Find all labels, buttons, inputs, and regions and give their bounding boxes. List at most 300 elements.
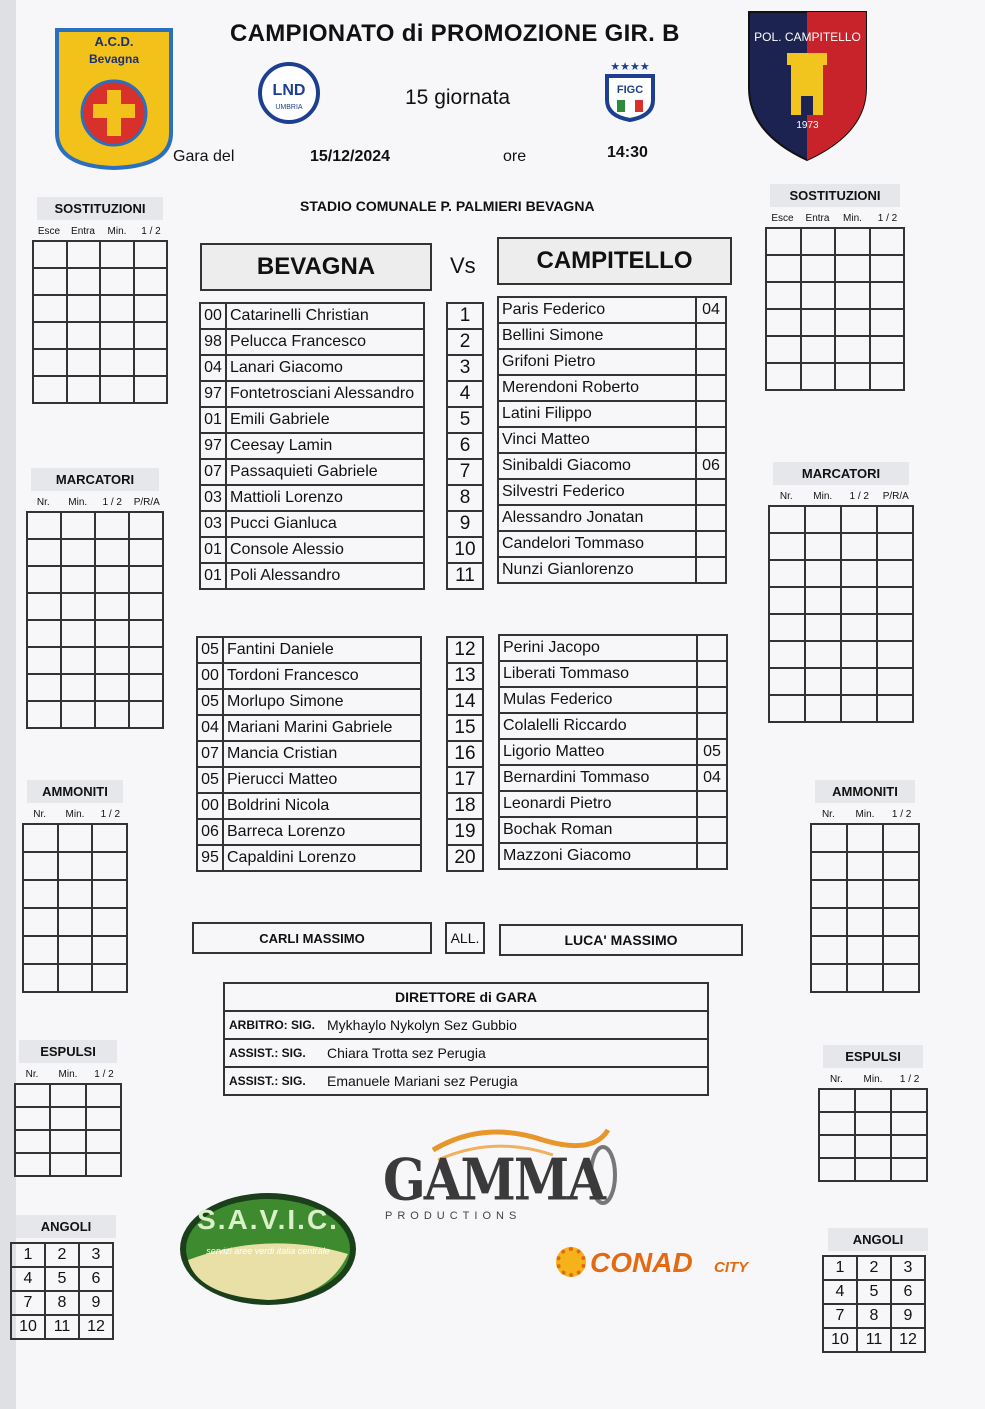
grid-cell[interactable] bbox=[835, 363, 870, 390]
grid-cell[interactable] bbox=[801, 309, 836, 336]
grid-row bbox=[819, 1135, 927, 1158]
player-name: Perini Jacopo bbox=[499, 635, 697, 661]
grid-cell[interactable] bbox=[891, 1089, 927, 1112]
grid-cell[interactable] bbox=[134, 376, 168, 403]
grid-cell[interactable] bbox=[811, 824, 847, 852]
right-sentoff-column-header: Min. bbox=[863, 1074, 883, 1085]
right-booked-title: AMMONITI bbox=[815, 780, 915, 803]
grid-cell[interactable] bbox=[129, 647, 163, 674]
table-row bbox=[447, 663, 483, 689]
right-booked-column-header: Min. bbox=[855, 809, 875, 820]
grid-cell[interactable] bbox=[766, 228, 801, 255]
player-number: 01 bbox=[200, 407, 226, 433]
player-name: Pucci Gianluca bbox=[226, 511, 424, 537]
grid-cell[interactable] bbox=[819, 1089, 855, 1112]
grid-cell[interactable] bbox=[58, 824, 93, 852]
grid-cell[interactable] bbox=[23, 936, 58, 964]
left-sentoff-grid bbox=[14, 1083, 122, 1177]
grid-cell[interactable] bbox=[819, 1112, 855, 1135]
grid-cell[interactable] bbox=[841, 587, 877, 614]
grid-row bbox=[15, 1107, 121, 1130]
grid-cell[interactable] bbox=[23, 908, 58, 936]
grid-cell[interactable] bbox=[27, 620, 61, 647]
grid-cell[interactable] bbox=[58, 936, 93, 964]
conad-logo bbox=[556, 1245, 766, 1285]
grid-cell[interactable] bbox=[766, 255, 801, 282]
grid-row bbox=[27, 566, 163, 593]
grid-cell[interactable] bbox=[883, 824, 919, 852]
home-bench-table bbox=[196, 636, 422, 872]
grid-cell[interactable] bbox=[841, 506, 877, 533]
grid-cell[interactable] bbox=[27, 512, 61, 539]
grid-cell[interactable] bbox=[27, 674, 61, 701]
grid-cell[interactable] bbox=[100, 349, 134, 376]
grid-cell[interactable] bbox=[805, 668, 841, 695]
player-name: Poli Alessandro bbox=[226, 563, 424, 589]
grid-row bbox=[823, 1304, 925, 1328]
grid-cell[interactable] bbox=[95, 620, 129, 647]
grid-cell[interactable] bbox=[769, 587, 805, 614]
player-name: Barreca Lorenzo bbox=[223, 819, 421, 845]
grid-cell[interactable] bbox=[92, 824, 127, 852]
player-number: 07 bbox=[197, 741, 223, 767]
grid-cell[interactable] bbox=[870, 255, 905, 282]
grid-cell[interactable] bbox=[61, 701, 95, 728]
grid-cell[interactable] bbox=[95, 674, 129, 701]
grid-row bbox=[27, 674, 163, 701]
grid-cell[interactable] bbox=[883, 964, 919, 992]
right-substitutions-column-header: Min. bbox=[843, 213, 862, 224]
grid-cell[interactable] bbox=[61, 593, 95, 620]
grid-cell[interactable] bbox=[805, 560, 841, 587]
grid-row bbox=[23, 880, 127, 908]
grid-cell[interactable] bbox=[811, 880, 847, 908]
corner-cell: 1 bbox=[823, 1256, 857, 1280]
left-corners-section bbox=[10, 1215, 122, 1340]
left-substitutions-column-header: Esce bbox=[37, 226, 61, 237]
grid-cell[interactable] bbox=[58, 964, 93, 992]
lnd-logo bbox=[255, 62, 323, 124]
table-row bbox=[197, 845, 421, 871]
grid-cell[interactable] bbox=[23, 880, 58, 908]
grid-cell[interactable] bbox=[841, 668, 877, 695]
corner-cell: 6 bbox=[891, 1280, 925, 1304]
right-scorers-column-header: Min. bbox=[813, 491, 833, 502]
grid-cell[interactable] bbox=[129, 539, 163, 566]
grid-cell[interactable] bbox=[847, 880, 883, 908]
grid-cell[interactable] bbox=[819, 1135, 855, 1158]
player-name: Candelori Tommaso bbox=[498, 531, 696, 557]
starters-shirt-numbers bbox=[446, 302, 484, 590]
table-row bbox=[200, 381, 424, 407]
grid-cell[interactable] bbox=[100, 268, 134, 295]
grid-cell[interactable] bbox=[877, 614, 913, 641]
left-booked-section bbox=[22, 780, 128, 993]
grid-cell[interactable] bbox=[95, 566, 129, 593]
referee-role: ASSIST.: SIG. bbox=[224, 1067, 323, 1095]
table-row bbox=[200, 329, 424, 355]
grid-cell[interactable] bbox=[766, 336, 801, 363]
player-number: 03 bbox=[200, 485, 226, 511]
grid-cell[interactable] bbox=[58, 880, 93, 908]
grid-cell[interactable] bbox=[769, 506, 805, 533]
left-scorers-title: MARCATORI bbox=[31, 468, 159, 491]
grid-cell[interactable] bbox=[805, 506, 841, 533]
table-row bbox=[499, 661, 727, 687]
grid-cell[interactable] bbox=[27, 566, 61, 593]
grid-cell[interactable] bbox=[129, 512, 163, 539]
grid-cell[interactable] bbox=[870, 336, 905, 363]
player-name: Paris Federico bbox=[498, 297, 696, 323]
player-number: 95 bbox=[197, 845, 223, 871]
grid-cell[interactable] bbox=[870, 363, 905, 390]
left-sentoff-column-header: Min. bbox=[58, 1069, 78, 1080]
grid-row bbox=[811, 908, 919, 936]
left-substitutions-grid bbox=[32, 240, 168, 404]
grid-cell[interactable] bbox=[811, 908, 847, 936]
table-row bbox=[447, 793, 483, 819]
grid-cell[interactable] bbox=[92, 936, 127, 964]
player-name: Emili Gabriele bbox=[226, 407, 424, 433]
grid-cell[interactable] bbox=[27, 701, 61, 728]
grid-cell[interactable] bbox=[95, 647, 129, 674]
grid-row bbox=[11, 1291, 113, 1315]
table-row bbox=[499, 635, 727, 661]
grid-cell[interactable] bbox=[134, 295, 168, 322]
grid-cell[interactable] bbox=[835, 336, 870, 363]
grid-cell[interactable] bbox=[766, 363, 801, 390]
player-name: Mariani Marini Gabriele bbox=[223, 715, 421, 741]
table-row bbox=[200, 303, 424, 329]
grid-row bbox=[33, 349, 167, 376]
grid-cell[interactable] bbox=[801, 282, 836, 309]
right-substitutions-section bbox=[765, 184, 905, 391]
grid-cell[interactable] bbox=[67, 349, 101, 376]
grid-row bbox=[33, 268, 167, 295]
grid-cell[interactable] bbox=[805, 641, 841, 668]
home-team-box bbox=[200, 243, 432, 291]
grid-cell[interactable] bbox=[766, 309, 801, 336]
grid-cell[interactable] bbox=[877, 668, 913, 695]
grid-cell[interactable] bbox=[15, 1107, 50, 1130]
table-row bbox=[498, 557, 726, 583]
grid-cell[interactable] bbox=[86, 1084, 121, 1107]
grid-cell[interactable] bbox=[769, 641, 805, 668]
grid-cell[interactable] bbox=[58, 852, 93, 880]
player-name: Leonardi Pietro bbox=[499, 791, 697, 817]
player-name: Merendoni Roberto bbox=[498, 375, 696, 401]
grid-cell[interactable] bbox=[835, 282, 870, 309]
grid-row bbox=[769, 668, 913, 695]
grid-cell[interactable] bbox=[50, 1153, 85, 1176]
player-name: Alessandro Jonatan bbox=[498, 505, 696, 531]
grid-cell[interactable] bbox=[27, 593, 61, 620]
table-row bbox=[224, 1011, 708, 1039]
grid-cell[interactable] bbox=[855, 1158, 891, 1181]
right-substitutions-grid bbox=[765, 227, 905, 391]
table-row bbox=[200, 537, 424, 563]
grid-cell[interactable] bbox=[801, 363, 836, 390]
grid-cell[interactable] bbox=[805, 587, 841, 614]
player-number bbox=[697, 817, 727, 843]
player-name: Silvestri Federico bbox=[498, 479, 696, 505]
grid-cell[interactable] bbox=[95, 701, 129, 728]
grid-cell[interactable] bbox=[766, 282, 801, 309]
grid-cell[interactable] bbox=[92, 908, 127, 936]
shirt-number: 16 bbox=[447, 741, 483, 767]
grid-cell[interactable] bbox=[891, 1135, 927, 1158]
shirt-number: 1 bbox=[447, 303, 483, 329]
grid-cell[interactable] bbox=[877, 506, 913, 533]
grid-cell[interactable] bbox=[58, 908, 93, 936]
grid-cell[interactable] bbox=[877, 560, 913, 587]
grid-cell[interactable] bbox=[86, 1130, 121, 1153]
grid-cell[interactable] bbox=[27, 539, 61, 566]
bevagna-crest bbox=[55, 28, 173, 170]
grid-cell[interactable] bbox=[835, 228, 870, 255]
grid-row bbox=[819, 1158, 927, 1181]
grid-cell[interactable] bbox=[891, 1112, 927, 1135]
left-substitutions-title: SOSTITUZIONI bbox=[37, 197, 163, 220]
grid-cell[interactable] bbox=[769, 533, 805, 560]
corner-cell: 12 bbox=[891, 1328, 925, 1352]
grid-cell[interactable] bbox=[129, 674, 163, 701]
table-row bbox=[447, 485, 483, 511]
daisy-icon bbox=[556, 1247, 586, 1277]
away-starters-table bbox=[497, 296, 727, 584]
player-number: 01 bbox=[200, 537, 226, 563]
grid-cell[interactable] bbox=[61, 674, 95, 701]
grid-cell[interactable] bbox=[801, 255, 836, 282]
grid-cell[interactable] bbox=[769, 614, 805, 641]
grid-cell[interactable] bbox=[61, 512, 95, 539]
right-scorers-column-header: P/R/A bbox=[882, 491, 909, 502]
referee-name: Chiara Trotta sez Perugia bbox=[323, 1039, 708, 1067]
player-number bbox=[696, 401, 726, 427]
shirt-number: 3 bbox=[447, 355, 483, 381]
grid-cell[interactable] bbox=[67, 376, 101, 403]
grid-cell[interactable] bbox=[877, 533, 913, 560]
grid-row bbox=[823, 1328, 925, 1352]
grid-cell[interactable] bbox=[33, 268, 67, 295]
player-number bbox=[696, 505, 726, 531]
grid-cell[interactable] bbox=[23, 824, 58, 852]
left-corners-grid bbox=[10, 1242, 114, 1340]
grid-cell[interactable] bbox=[855, 1089, 891, 1112]
grid-cell[interactable] bbox=[129, 620, 163, 647]
grid-cell[interactable] bbox=[883, 852, 919, 880]
corner-cell: 12 bbox=[79, 1315, 113, 1339]
player-number: 00 bbox=[197, 793, 223, 819]
table-row bbox=[447, 537, 483, 563]
away-bench-table bbox=[498, 634, 728, 870]
grid-row bbox=[769, 533, 913, 560]
grid-cell[interactable] bbox=[855, 1135, 891, 1158]
grid-cell[interactable] bbox=[841, 614, 877, 641]
table-row bbox=[224, 1039, 708, 1067]
grid-cell[interactable] bbox=[841, 641, 877, 668]
grid-cell[interactable] bbox=[811, 964, 847, 992]
player-number bbox=[696, 323, 726, 349]
grid-cell[interactable] bbox=[92, 852, 127, 880]
time-label: ore bbox=[503, 148, 527, 165]
right-booked-column-headers bbox=[810, 809, 920, 820]
table-row bbox=[447, 563, 483, 589]
grid-cell[interactable] bbox=[67, 241, 101, 268]
away-coach-name: LUCA' MASSIMO bbox=[564, 932, 678, 948]
grid-cell[interactable] bbox=[92, 880, 127, 908]
grid-cell[interactable] bbox=[891, 1158, 927, 1181]
table-row bbox=[498, 427, 726, 453]
grid-cell[interactable] bbox=[847, 824, 883, 852]
grid-cell[interactable] bbox=[95, 512, 129, 539]
grid-cell[interactable] bbox=[801, 228, 836, 255]
grid-cell[interactable] bbox=[870, 228, 905, 255]
grid-cell[interactable] bbox=[847, 852, 883, 880]
grid-cell[interactable] bbox=[100, 376, 134, 403]
grid-cell[interactable] bbox=[61, 539, 95, 566]
grid-cell[interactable] bbox=[883, 908, 919, 936]
player-number: 07 bbox=[200, 459, 226, 485]
shirt-number: 7 bbox=[447, 459, 483, 485]
player-number bbox=[696, 531, 726, 557]
grid-cell[interactable] bbox=[95, 593, 129, 620]
grid-cell[interactable] bbox=[95, 539, 129, 566]
grid-cell[interactable] bbox=[877, 641, 913, 668]
left-scorers-grid bbox=[26, 511, 164, 729]
grid-cell[interactable] bbox=[883, 880, 919, 908]
grid-cell[interactable] bbox=[819, 1158, 855, 1181]
grid-cell[interactable] bbox=[50, 1107, 85, 1130]
grid-cell[interactable] bbox=[134, 349, 168, 376]
grid-row bbox=[769, 506, 913, 533]
grid-cell[interactable] bbox=[841, 695, 877, 722]
player-number bbox=[696, 375, 726, 401]
table-row bbox=[197, 767, 421, 793]
grid-cell[interactable] bbox=[769, 695, 805, 722]
grid-cell[interactable] bbox=[877, 695, 913, 722]
grid-cell[interactable] bbox=[33, 295, 67, 322]
grid-cell[interactable] bbox=[15, 1130, 50, 1153]
table-row bbox=[498, 349, 726, 375]
grid-cell[interactable] bbox=[769, 560, 805, 587]
grid-cell[interactable] bbox=[15, 1084, 50, 1107]
grid-cell[interactable] bbox=[811, 936, 847, 964]
shirt-number: 18 bbox=[447, 793, 483, 819]
grid-cell[interactable] bbox=[100, 295, 134, 322]
grid-cell[interactable] bbox=[847, 936, 883, 964]
grid-cell[interactable] bbox=[15, 1153, 50, 1176]
grid-cell[interactable] bbox=[841, 560, 877, 587]
grid-cell[interactable] bbox=[27, 647, 61, 674]
grid-cell[interactable] bbox=[92, 964, 127, 992]
away-coach-box bbox=[499, 924, 743, 956]
player-name: Grifoni Pietro bbox=[498, 349, 696, 375]
corner-cell: 7 bbox=[823, 1304, 857, 1328]
grid-cell[interactable] bbox=[855, 1112, 891, 1135]
player-name: Fantini Daniele bbox=[223, 637, 421, 663]
corner-cell: 11 bbox=[857, 1328, 891, 1352]
grid-cell[interactable] bbox=[129, 593, 163, 620]
grid-cell[interactable] bbox=[129, 566, 163, 593]
grid-row bbox=[27, 593, 163, 620]
grid-cell[interactable] bbox=[870, 282, 905, 309]
player-number: 04 bbox=[696, 297, 726, 323]
player-name: Vinci Matteo bbox=[498, 427, 696, 453]
grid-cell[interactable] bbox=[835, 255, 870, 282]
grid-cell[interactable] bbox=[33, 241, 67, 268]
player-number bbox=[696, 427, 726, 453]
grid-cell[interactable] bbox=[805, 614, 841, 641]
grid-row bbox=[27, 512, 163, 539]
grid-cell[interactable] bbox=[847, 908, 883, 936]
grid-row bbox=[766, 282, 904, 309]
grid-cell[interactable] bbox=[801, 336, 836, 363]
grid-cell[interactable] bbox=[33, 376, 67, 403]
grid-cell[interactable] bbox=[883, 936, 919, 964]
right-scorers-title: MARCATORI bbox=[773, 462, 909, 485]
table-row bbox=[499, 687, 727, 713]
grid-cell[interactable] bbox=[129, 701, 163, 728]
right-corners-grid bbox=[822, 1255, 926, 1353]
player-number: 05 bbox=[197, 767, 223, 793]
grid-cell[interactable] bbox=[134, 322, 168, 349]
grid-cell[interactable] bbox=[67, 322, 101, 349]
grid-cell[interactable] bbox=[870, 309, 905, 336]
right-substitutions-title: SOSTITUZIONI bbox=[770, 184, 900, 207]
corner-cell: 9 bbox=[891, 1304, 925, 1328]
grid-cell[interactable] bbox=[877, 587, 913, 614]
grid-cell[interactable] bbox=[50, 1084, 85, 1107]
shirt-number: 8 bbox=[447, 485, 483, 511]
corner-cell: 5 bbox=[857, 1280, 891, 1304]
grid-cell[interactable] bbox=[61, 566, 95, 593]
grid-cell[interactable] bbox=[33, 322, 67, 349]
grid-cell[interactable] bbox=[805, 533, 841, 560]
grid-cell[interactable] bbox=[134, 268, 168, 295]
grid-cell[interactable] bbox=[811, 852, 847, 880]
corner-cell: 9 bbox=[79, 1291, 113, 1315]
grid-cell[interactable] bbox=[23, 852, 58, 880]
grid-cell[interactable] bbox=[100, 241, 134, 268]
grid-cell[interactable] bbox=[835, 309, 870, 336]
grid-cell[interactable] bbox=[61, 647, 95, 674]
grid-cell[interactable] bbox=[33, 349, 67, 376]
left-booked-column-headers bbox=[22, 809, 128, 820]
grid-row bbox=[15, 1084, 121, 1107]
grid-cell[interactable] bbox=[61, 620, 95, 647]
grid-cell[interactable] bbox=[100, 322, 134, 349]
grid-cell[interactable] bbox=[67, 295, 101, 322]
grid-cell[interactable] bbox=[847, 964, 883, 992]
grid-row bbox=[23, 908, 127, 936]
grid-cell[interactable] bbox=[23, 964, 58, 992]
away-team-box bbox=[497, 237, 732, 285]
grid-cell[interactable] bbox=[86, 1107, 121, 1130]
grid-cell[interactable] bbox=[769, 668, 805, 695]
grid-row bbox=[769, 560, 913, 587]
grid-cell[interactable] bbox=[805, 695, 841, 722]
grid-cell[interactable] bbox=[67, 268, 101, 295]
grid-cell[interactable] bbox=[50, 1130, 85, 1153]
referee-name: Emanuele Mariani sez Perugia bbox=[323, 1067, 708, 1095]
grid-cell[interactable] bbox=[134, 241, 168, 268]
grid-row bbox=[33, 295, 167, 322]
grid-cell[interactable] bbox=[841, 533, 877, 560]
grid-row bbox=[23, 936, 127, 964]
table-row bbox=[447, 637, 483, 663]
grid-cell[interactable] bbox=[86, 1153, 121, 1176]
